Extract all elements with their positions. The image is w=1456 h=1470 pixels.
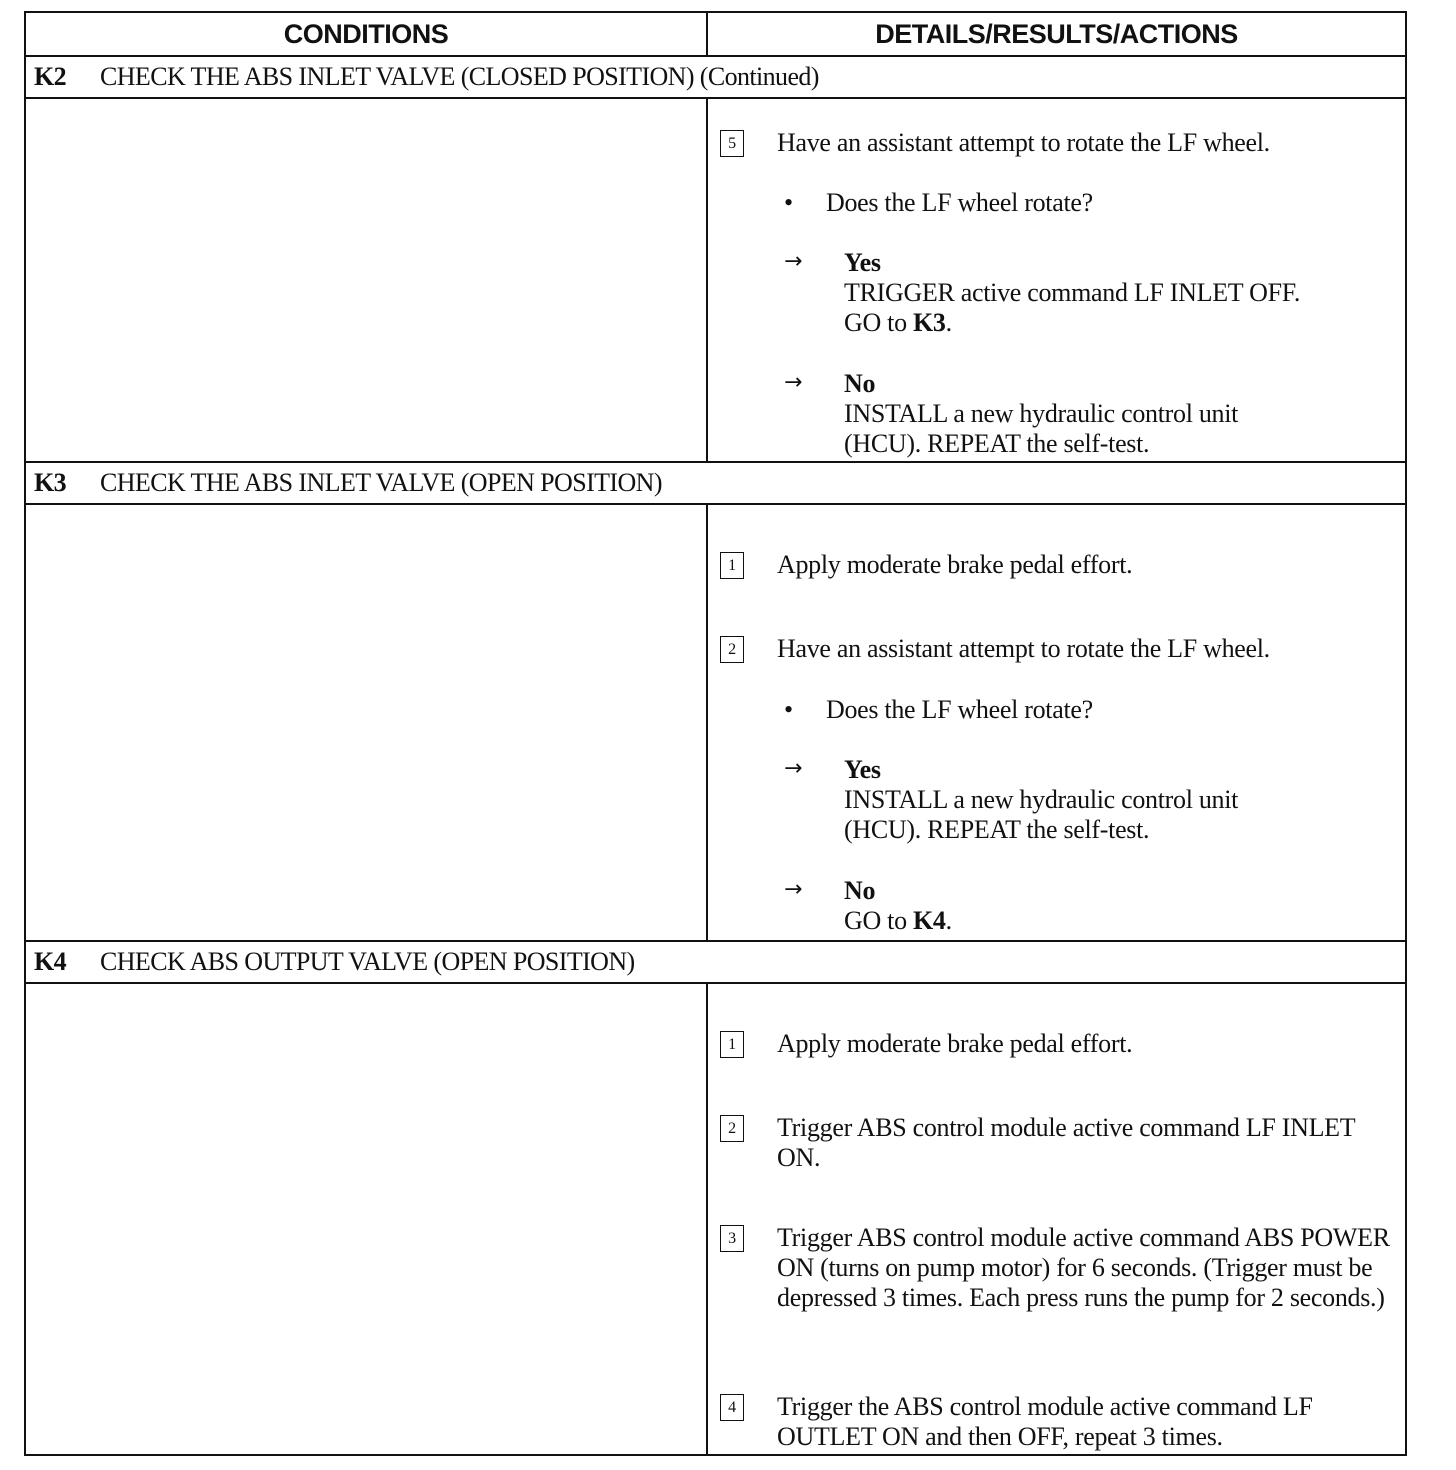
- action-line: [844, 906, 1444, 936]
- result-action: [844, 785, 1444, 845]
- step-number-box: 3: [720, 1225, 744, 1252]
- step-text: Trigger ABS control module active command LF INLET ON.: [777, 1113, 1355, 1172]
- conditions-cell: [26, 984, 708, 1454]
- result-label: No: [844, 369, 876, 398]
- step-text: Have an assistant attempt to rotate the LF wheel.: [777, 634, 1270, 663]
- step-number-box: 2: [720, 636, 744, 663]
- section-code: K2: [34, 62, 67, 91]
- step-number-box: 4: [720, 1394, 744, 1421]
- result-label: Yes: [844, 248, 881, 277]
- section-title-text: CHECK THE ABS INLET VALVE (OPEN POSITION): [100, 468, 662, 497]
- result-label: Yes: [844, 755, 881, 784]
- step-text: Apply moderate brake pedal effort.: [777, 1029, 1133, 1058]
- section-code: K4: [34, 947, 67, 976]
- section-body-k4: [26, 984, 1405, 1454]
- conditions-cell: [26, 99, 708, 461]
- step-number-box: 1: [720, 1031, 744, 1058]
- action-text: GO to: [844, 906, 913, 935]
- section-code: K3: [34, 468, 67, 497]
- action-line: TRIGGER active command LF INLET OFF.: [844, 278, 1301, 307]
- section-title-text: CHECK ABS OUTPUT VALVE (OPEN POSITION): [100, 947, 635, 976]
- conditions-header: CONDITIONS: [26, 13, 708, 55]
- details-cell: [708, 99, 1405, 461]
- arrow-right-icon: →: [784, 756, 803, 781]
- action-line: INSTALL a new hydraulic control unit: [844, 785, 1239, 814]
- action-line: (HCU). REPEAT the self-test.: [844, 815, 1150, 844]
- bullet-icon: •: [784, 188, 793, 217]
- step-text: Trigger the ABS control module active command LF OUTLET ON and then OFF, repeat 3 times.: [777, 1392, 1313, 1451]
- arrow-right-icon: →: [784, 370, 803, 395]
- step-text: Apply moderate brake pedal effort.: [777, 550, 1133, 579]
- details-cell: [708, 984, 1405, 1454]
- result-action: [844, 399, 1444, 459]
- action-text: .: [945, 906, 952, 935]
- section-title-k4: [26, 942, 1405, 984]
- result-label: No: [844, 876, 876, 905]
- action-text: GO to: [844, 308, 913, 337]
- result-action: [844, 278, 1444, 338]
- arrow-right-icon: →: [784, 877, 803, 902]
- section-title-k3: [26, 463, 1405, 505]
- result-action: [844, 906, 1444, 936]
- action-line: (HCU). REPEAT the self-test.: [844, 429, 1150, 458]
- section-title-text: CHECK THE ABS INLET VALVE (CLOSED POSITION) (Continued): [100, 62, 819, 91]
- details-cell: [708, 505, 1405, 940]
- step-text: Trigger ABS control module active command ABS POWER ON (turns on pump motor) for 6 seconds. (Trigger must be depressed 3 times. Each press runs the pump for 2 seconds.): [777, 1223, 1390, 1312]
- step-text: Have an assistant attempt to rotate the LF wheel.: [777, 128, 1270, 157]
- section-body-k2: [26, 99, 1405, 463]
- section-body-k3: [26, 505, 1405, 942]
- procedure-table: [24, 11, 1407, 1456]
- section-title-k2: [26, 57, 1405, 99]
- conditions-cell: [26, 505, 708, 940]
- goto-reference: K4: [912, 906, 946, 935]
- step-number-box: 2: [720, 1115, 744, 1142]
- bullet-icon: •: [784, 695, 793, 724]
- action-line: [844, 308, 1444, 338]
- question-text: Does the LF wheel rotate?: [826, 188, 1093, 217]
- step-number-box: 1: [720, 552, 744, 579]
- action-line: INSTALL a new hydraulic control unit: [844, 399, 1239, 428]
- step-number-box: 5: [720, 130, 744, 157]
- details-header: DETAILS/RESULTS/ACTIONS: [875, 18, 1238, 49]
- action-text: .: [945, 308, 952, 337]
- table-header: [26, 13, 1405, 57]
- arrow-right-icon: →: [784, 249, 803, 274]
- question-text: Does the LF wheel rotate?: [826, 695, 1093, 724]
- goto-reference: K3: [912, 308, 946, 337]
